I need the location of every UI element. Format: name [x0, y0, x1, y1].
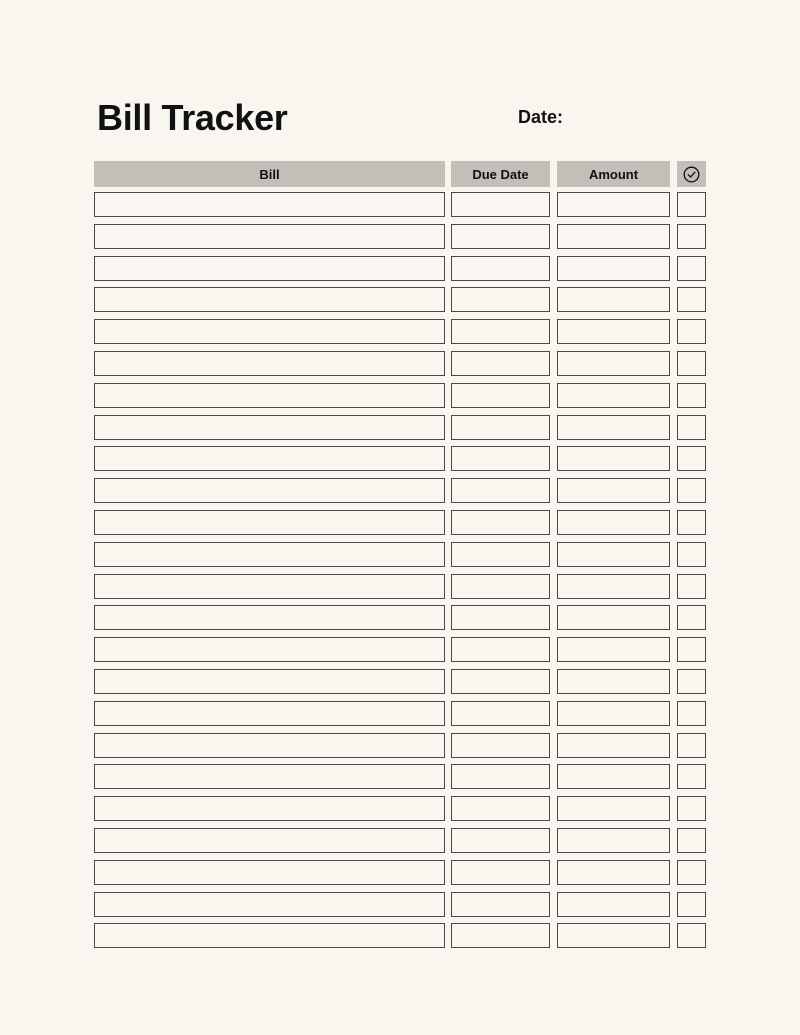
bill-cell[interactable] — [94, 701, 445, 726]
bill-cell[interactable] — [94, 478, 445, 503]
table-row — [0, 256, 800, 281]
bill-cell[interactable] — [94, 542, 445, 567]
amount-cell[interactable] — [557, 446, 670, 471]
table-row — [0, 574, 800, 599]
amount-cell[interactable] — [557, 319, 670, 344]
due-date-cell[interactable] — [451, 256, 550, 281]
table-row — [0, 510, 800, 535]
date-label: Date: — [518, 107, 564, 127]
bill-rows — [0, 192, 800, 955]
bill-cell[interactable] — [94, 351, 445, 376]
paid-checkbox[interactable] — [677, 415, 706, 440]
amount-cell[interactable] — [557, 828, 670, 853]
bill-cell[interactable] — [94, 574, 445, 599]
paid-checkbox[interactable] — [677, 669, 706, 694]
bill-cell[interactable] — [94, 224, 445, 249]
paid-checkbox[interactable] — [677, 319, 706, 344]
bill-cell[interactable] — [94, 796, 445, 821]
due-date-cell[interactable] — [451, 764, 550, 789]
table-header — [0, 161, 800, 187]
due-date-cell[interactable] — [451, 701, 550, 726]
due-date-cell[interactable] — [451, 542, 550, 567]
table-row — [0, 542, 800, 567]
due-date-cell[interactable] — [451, 574, 550, 599]
paid-checkbox[interactable] — [677, 478, 706, 503]
bill-cell[interactable] — [94, 892, 445, 917]
bill-cell[interactable] — [94, 446, 445, 471]
table-row — [0, 860, 800, 885]
paid-checkbox[interactable] — [677, 574, 706, 599]
due-date-cell[interactable] — [451, 478, 550, 503]
paid-checkbox[interactable] — [677, 224, 706, 249]
bill-cell[interactable] — [94, 923, 445, 948]
due-date-cell[interactable] — [451, 383, 550, 408]
paid-checkbox[interactable] — [677, 351, 706, 376]
due-date-column-header: Due Date — [451, 161, 550, 187]
bill-cell[interactable] — [94, 605, 445, 630]
paid-checkbox[interactable] — [677, 923, 706, 948]
due-date-cell[interactable] — [451, 224, 550, 249]
amount-cell[interactable] — [557, 478, 670, 503]
bill-cell[interactable] — [94, 192, 445, 217]
paid-checkbox[interactable] — [677, 256, 706, 281]
table-row — [0, 351, 800, 376]
amount-cell[interactable] — [557, 510, 670, 535]
table-row — [0, 605, 800, 630]
due-date-cell[interactable] — [451, 923, 550, 948]
due-date-cell[interactable] — [451, 446, 550, 471]
due-date-cell[interactable] — [451, 605, 550, 630]
table-row — [0, 796, 800, 821]
bill-cell[interactable] — [94, 510, 445, 535]
amount-cell[interactable] — [557, 637, 670, 662]
amount-cell[interactable] — [557, 892, 670, 917]
amount-column-header: Amount — [557, 161, 670, 187]
table-row — [0, 319, 800, 344]
due-date-cell[interactable] — [451, 892, 550, 917]
paid-column-header — [677, 161, 706, 187]
page-title: Bill Tracker — [97, 97, 288, 138]
paid-checkbox[interactable] — [677, 510, 706, 535]
due-date-cell[interactable] — [451, 415, 550, 440]
table-row — [0, 637, 800, 662]
bill-column-header: Bill — [94, 161, 445, 187]
amount-cell[interactable] — [557, 415, 670, 440]
bill-cell[interactable] — [94, 319, 445, 344]
due-date-cell[interactable] — [451, 637, 550, 662]
bill-cell[interactable] — [94, 637, 445, 662]
paid-checkbox[interactable] — [677, 733, 706, 758]
amount-cell[interactable] — [557, 287, 670, 312]
amount-cell[interactable] — [557, 923, 670, 948]
amount-cell[interactable] — [557, 351, 670, 376]
paid-checkbox[interactable] — [677, 287, 706, 312]
bill-cell[interactable] — [94, 733, 445, 758]
paid-checkbox[interactable] — [677, 860, 706, 885]
paid-checkbox[interactable] — [677, 637, 706, 662]
amount-cell[interactable] — [557, 542, 670, 567]
check-circle-icon — [683, 166, 700, 183]
amount-cell[interactable] — [557, 224, 670, 249]
table-row — [0, 478, 800, 503]
bill-cell[interactable] — [94, 828, 445, 853]
table-row — [0, 383, 800, 408]
due-date-cell[interactable] — [451, 319, 550, 344]
amount-cell[interactable] — [557, 796, 670, 821]
paid-checkbox[interactable] — [677, 542, 706, 567]
bill-cell[interactable] — [94, 415, 445, 440]
paid-checkbox[interactable] — [677, 796, 706, 821]
due-date-cell[interactable] — [451, 510, 550, 535]
bill-cell[interactable] — [94, 256, 445, 281]
due-date-cell[interactable] — [451, 828, 550, 853]
amount-cell[interactable] — [557, 605, 670, 630]
bill-cell[interactable] — [94, 383, 445, 408]
amount-cell[interactable] — [557, 574, 670, 599]
table-row — [0, 764, 800, 789]
bill-cell[interactable] — [94, 287, 445, 312]
bill-cell[interactable] — [94, 860, 445, 885]
due-date-cell[interactable] — [451, 351, 550, 376]
amount-cell[interactable] — [557, 256, 670, 281]
table-row — [0, 192, 800, 217]
due-date-cell[interactable] — [451, 796, 550, 821]
due-date-cell[interactable] — [451, 860, 550, 885]
paid-checkbox[interactable] — [677, 701, 706, 726]
paid-checkbox[interactable] — [677, 383, 706, 408]
paid-checkbox[interactable] — [677, 192, 706, 217]
paid-checkbox[interactable] — [677, 764, 706, 789]
paid-checkbox[interactable] — [677, 446, 706, 471]
amount-cell[interactable] — [557, 733, 670, 758]
paid-checkbox[interactable] — [677, 828, 706, 853]
due-date-cell[interactable] — [451, 733, 550, 758]
due-date-cell[interactable] — [451, 287, 550, 312]
table-row — [0, 415, 800, 440]
paid-checkbox[interactable] — [677, 605, 706, 630]
table-row — [0, 224, 800, 249]
table-row — [0, 669, 800, 694]
bill-cell[interactable] — [94, 669, 445, 694]
table-row — [0, 733, 800, 758]
amount-cell[interactable] — [557, 860, 670, 885]
table-row — [0, 446, 800, 471]
amount-cell[interactable] — [557, 192, 670, 217]
due-date-cell[interactable] — [451, 669, 550, 694]
amount-cell[interactable] — [557, 701, 670, 726]
table-row — [0, 287, 800, 312]
table-row — [0, 923, 800, 948]
amount-cell[interactable] — [557, 669, 670, 694]
bill-cell[interactable] — [94, 764, 445, 789]
table-row — [0, 701, 800, 726]
due-date-cell[interactable] — [451, 192, 550, 217]
paid-checkbox[interactable] — [677, 892, 706, 917]
table-row — [0, 828, 800, 853]
amount-cell[interactable] — [557, 383, 670, 408]
amount-cell[interactable] — [557, 764, 670, 789]
table-row — [0, 892, 800, 917]
